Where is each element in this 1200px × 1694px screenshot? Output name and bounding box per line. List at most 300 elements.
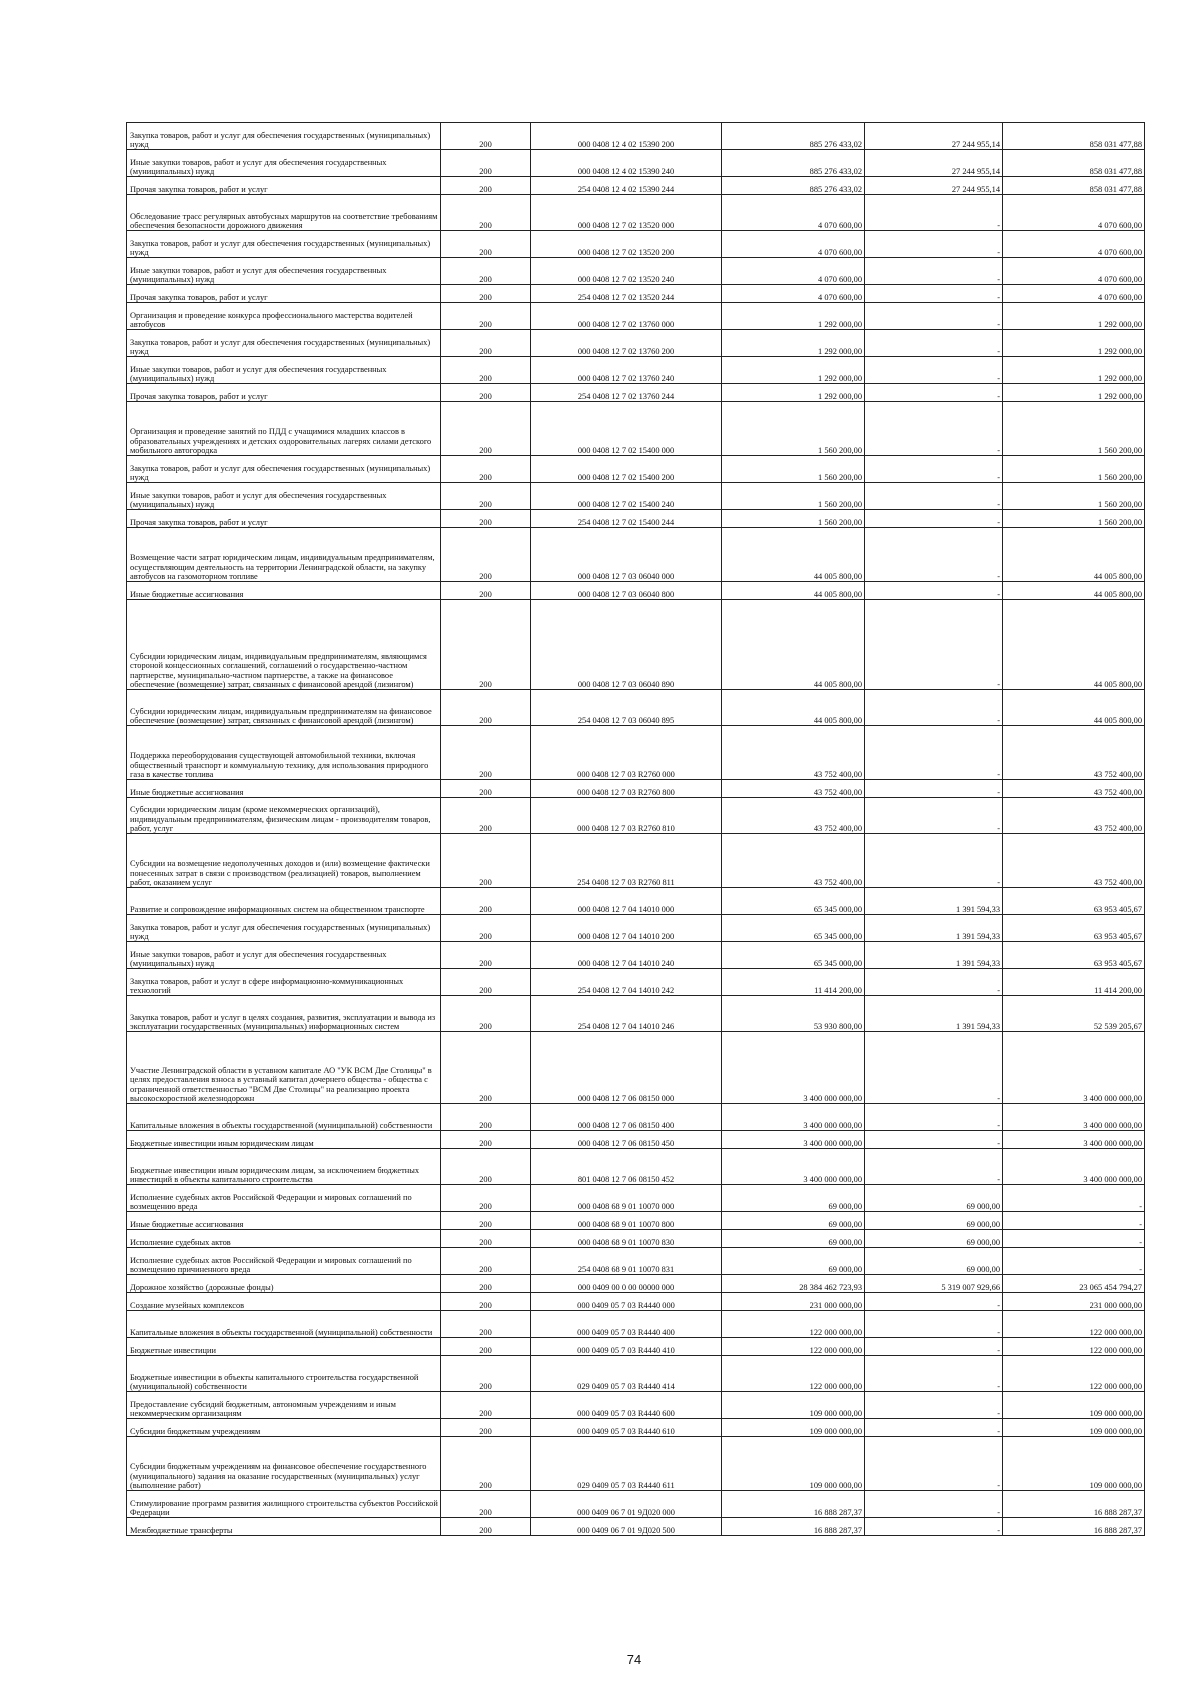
- row-approved-amount: 65 345 000,00: [722, 888, 865, 915]
- row-executed-amount: 27 244 955,14: [865, 150, 1003, 177]
- row-name: Возмещение части затрат юридическим лицам, индивидуальным предпринимателям, осуществляющим деятельность на территории Ленинградской области, на закупку автобусов на газомоторном топливе: [127, 528, 441, 582]
- row-line-code: 200: [441, 969, 531, 996]
- row-line-code: 200: [441, 258, 531, 285]
- row-line-code: 200: [441, 1104, 531, 1131]
- table-row: [127, 1185, 1145, 1212]
- row-budget-code: 000 0408 12 4 02 15390 200: [531, 123, 722, 150]
- row-line-code: 200: [441, 1311, 531, 1338]
- row-name: Субсидии бюджетным учреждениям: [127, 1419, 441, 1437]
- row-budget-code: 254 0408 12 7 04 14010 242: [531, 969, 722, 996]
- table-row: [127, 303, 1145, 330]
- row-line-code: 200: [441, 1032, 531, 1104]
- row-budget-code: 000 0408 68 9 01 10070 000: [531, 1185, 722, 1212]
- row-budget-code: 000 0408 12 4 02 15390 240: [531, 150, 722, 177]
- row-approved-amount: 231 000 000,00: [722, 1293, 865, 1311]
- row-executed-amount: -: [865, 285, 1003, 303]
- row-name: Иные закупки товаров, работ и услуг для обеспечения государственных (муниципальных) нужд: [127, 258, 441, 285]
- row-executed-amount: -: [865, 483, 1003, 510]
- row-line-code: 200: [441, 1149, 531, 1185]
- row-executed-amount: 1 391 594,33: [865, 996, 1003, 1032]
- row-name: Субсидии юридическим лицам, индивидуальным предпринимателям, являющимся стороной концессионных соглашений, соглашений о государственно-частном партнерстве, муниципально-частном партнерстве, а также на финансовое обеспечение (возмещение) затрат, связанных с финансовой арендой (лизингом): [127, 600, 441, 690]
- row-executed-amount: -: [865, 402, 1003, 456]
- row-executed-amount: -: [865, 1518, 1003, 1536]
- row-unexecuted-amount: 3 400 000 000,00: [1003, 1131, 1145, 1149]
- row-budget-code: 000 0408 12 7 02 13760 200: [531, 330, 722, 357]
- row-executed-amount: -: [865, 1131, 1003, 1149]
- row-executed-amount: -: [865, 690, 1003, 726]
- row-approved-amount: 4 070 600,00: [722, 258, 865, 285]
- row-budget-code: 000 0409 05 7 03 R4440 600: [531, 1392, 722, 1419]
- row-line-code: 200: [441, 834, 531, 888]
- row-unexecuted-amount: 44 005 800,00: [1003, 690, 1145, 726]
- row-executed-amount: 69 000,00: [865, 1212, 1003, 1230]
- row-name: Закупка товаров, работ и услуг в сфере информационно-коммуникационных технологий: [127, 969, 441, 996]
- table-row: [127, 1518, 1145, 1536]
- row-approved-amount: 122 000 000,00: [722, 1338, 865, 1356]
- row-budget-code: 000 0408 12 7 02 15400 200: [531, 456, 722, 483]
- row-budget-code: 000 0408 12 7 04 14010 000: [531, 888, 722, 915]
- row-unexecuted-amount: 43 752 400,00: [1003, 798, 1145, 834]
- table-row: [127, 1212, 1145, 1230]
- row-name: Закупка товаров, работ и услуг для обеспечения государственных (муниципальных) нужд: [127, 456, 441, 483]
- row-budget-code: 000 0409 05 7 03 R4440 400: [531, 1311, 722, 1338]
- row-name: Прочая закупка товаров, работ и услуг: [127, 177, 441, 195]
- row-name: Закупка товаров, работ и услуг для обеспечения государственных (муниципальных) нужд: [127, 123, 441, 150]
- row-unexecuted-amount: 44 005 800,00: [1003, 600, 1145, 690]
- row-approved-amount: 109 000 000,00: [722, 1437, 865, 1491]
- row-line-code: 200: [441, 528, 531, 582]
- row-approved-amount: 69 000,00: [722, 1248, 865, 1275]
- table-row: [127, 1275, 1145, 1293]
- row-unexecuted-amount: 63 953 405,67: [1003, 915, 1145, 942]
- row-approved-amount: 43 752 400,00: [722, 834, 865, 888]
- row-budget-code: 000 0408 68 9 01 10070 800: [531, 1212, 722, 1230]
- table-row: [127, 357, 1145, 384]
- row-executed-amount: -: [865, 510, 1003, 528]
- row-name: Закупка товаров, работ и услуг для обеспечения государственных (муниципальных) нужд: [127, 231, 441, 258]
- row-unexecuted-amount: 122 000 000,00: [1003, 1338, 1145, 1356]
- row-budget-code: 029 0409 05 7 03 R4440 611: [531, 1437, 722, 1491]
- row-line-code: 200: [441, 996, 531, 1032]
- row-budget-code: 254 0408 68 9 01 10070 831: [531, 1248, 722, 1275]
- row-budget-code: 000 0408 12 7 03 R2760 000: [531, 726, 722, 780]
- row-approved-amount: 44 005 800,00: [722, 690, 865, 726]
- row-budget-code: 000 0408 12 7 04 14010 200: [531, 915, 722, 942]
- row-executed-amount: 1 391 594,33: [865, 942, 1003, 969]
- row-name: Исполнение судебных актов Российской Федерации и мировых соглашений по возмещению вреда: [127, 1185, 441, 1212]
- row-line-code: 200: [441, 357, 531, 384]
- row-unexecuted-amount: 109 000 000,00: [1003, 1392, 1145, 1419]
- table-row: [127, 195, 1145, 231]
- table-row: [127, 402, 1145, 456]
- row-budget-code: 000 0408 12 7 03 06040 000: [531, 528, 722, 582]
- table-row: [127, 915, 1145, 942]
- row-approved-amount: 3 400 000 000,00: [722, 1032, 865, 1104]
- row-approved-amount: 109 000 000,00: [722, 1419, 865, 1437]
- row-unexecuted-amount: 11 414 200,00: [1003, 969, 1145, 996]
- row-approved-amount: 53 930 800,00: [722, 996, 865, 1032]
- row-name: Бюджетные инвестиции в объекты капитального строительства государственной (муниципальной) собственности: [127, 1356, 441, 1392]
- row-budget-code: 000 0408 12 7 02 15400 240: [531, 483, 722, 510]
- table-row: [127, 510, 1145, 528]
- row-line-code: 200: [441, 384, 531, 402]
- table-row: [127, 1149, 1145, 1185]
- row-unexecuted-amount: 4 070 600,00: [1003, 258, 1145, 285]
- row-unexecuted-amount: 1 560 200,00: [1003, 483, 1145, 510]
- row-executed-amount: -: [865, 1293, 1003, 1311]
- row-approved-amount: 1 560 200,00: [722, 483, 865, 510]
- row-approved-amount: 885 276 433,02: [722, 150, 865, 177]
- table-row: [127, 600, 1145, 690]
- row-executed-amount: -: [865, 1149, 1003, 1185]
- row-name: Иные закупки товаров, работ и услуг для обеспечения государственных (муниципальных) нужд: [127, 942, 441, 969]
- row-executed-amount: 1 391 594,33: [865, 915, 1003, 942]
- row-unexecuted-amount: -: [1003, 1230, 1145, 1248]
- table-row: [127, 798, 1145, 834]
- table-row: [127, 528, 1145, 582]
- row-name: Субсидии на возмещение недополученных доходов и (или) возмещение фактически понесенных затрат в связи с производством (реализацией) товаров, выполнением работ, оказанием услуг: [127, 834, 441, 888]
- row-line-code: 200: [441, 888, 531, 915]
- row-approved-amount: 43 752 400,00: [722, 780, 865, 798]
- row-line-code: 200: [441, 150, 531, 177]
- row-executed-amount: -: [865, 1392, 1003, 1419]
- row-line-code: 200: [441, 798, 531, 834]
- row-budget-code: 000 0408 68 9 01 10070 830: [531, 1230, 722, 1248]
- row-line-code: 200: [441, 285, 531, 303]
- row-unexecuted-amount: -: [1003, 1248, 1145, 1275]
- row-line-code: 200: [441, 1185, 531, 1212]
- row-approved-amount: 122 000 000,00: [722, 1311, 865, 1338]
- row-line-code: 200: [441, 510, 531, 528]
- row-line-code: 200: [441, 402, 531, 456]
- table-row: [127, 177, 1145, 195]
- row-budget-code: 000 0408 12 7 02 13520 240: [531, 258, 722, 285]
- row-line-code: 200: [441, 1230, 531, 1248]
- row-line-code: 200: [441, 177, 531, 195]
- row-budget-code: 000 0408 12 7 02 13760 000: [531, 303, 722, 330]
- row-unexecuted-amount: 63 953 405,67: [1003, 888, 1145, 915]
- row-approved-amount: 4 070 600,00: [722, 195, 865, 231]
- row-approved-amount: 43 752 400,00: [722, 726, 865, 780]
- row-line-code: 200: [441, 780, 531, 798]
- row-line-code: 200: [441, 1131, 531, 1149]
- table-row: [127, 1131, 1145, 1149]
- row-executed-amount: -: [865, 600, 1003, 690]
- row-name: Обследование трасс регулярных автобусных маршрутов на соответствие требованиям обеспечения безопасности дорожного движения: [127, 195, 441, 231]
- table-row: [127, 690, 1145, 726]
- row-budget-code: 000 0409 05 7 03 R4440 000: [531, 1293, 722, 1311]
- row-budget-code: 000 0408 12 7 06 08150 000: [531, 1032, 722, 1104]
- row-name: Субсидии бюджетным учреждениям на финансовое обеспечение государственного (муниципального) задания на оказание государственных (муниципальных) услуг (выполнение работ): [127, 1437, 441, 1491]
- table-row: [127, 1356, 1145, 1392]
- row-budget-code: 254 0408 12 7 03 06040 895: [531, 690, 722, 726]
- row-unexecuted-amount: 44 005 800,00: [1003, 528, 1145, 582]
- row-line-code: 200: [441, 1338, 531, 1356]
- row-name: Участие Ленинградской области в уставном капитале АО "УК ВСМ Две Столицы" в целях предоставления взноса в уставный капитал дочернего общества - общества с ограниченной ответственностью "ВСМ Две Столицы" на реализацию проекта высокоскоростной железнодорожн: [127, 1032, 441, 1104]
- row-budget-code: 254 0408 12 7 04 14010 246: [531, 996, 722, 1032]
- table-row: [127, 888, 1145, 915]
- row-name: Предоставление субсидий бюджетным, автономным учреждениям и иным некоммерческим организациям: [127, 1392, 441, 1419]
- row-unexecuted-amount: 43 752 400,00: [1003, 780, 1145, 798]
- row-name: Капитальные вложения в объекты государственной (муниципальной) собственности: [127, 1311, 441, 1338]
- table-row: [127, 780, 1145, 798]
- row-budget-code: 000 0409 05 7 03 R4440 610: [531, 1419, 722, 1437]
- row-unexecuted-amount: 858 031 477,88: [1003, 123, 1145, 150]
- row-unexecuted-amount: 3 400 000 000,00: [1003, 1149, 1145, 1185]
- row-name: Иные бюджетные ассигнования: [127, 582, 441, 600]
- row-name: Закупка товаров, работ и услуг для обеспечения государственных (муниципальных) нужд: [127, 915, 441, 942]
- row-approved-amount: 122 000 000,00: [722, 1356, 865, 1392]
- row-name: Закупка товаров, работ и услуг в целях создания, развития, эксплуатации и вывода из эксплуатации государственных (муниципальных) информационных систем: [127, 996, 441, 1032]
- table-row: [127, 726, 1145, 780]
- row-unexecuted-amount: 4 070 600,00: [1003, 231, 1145, 258]
- row-line-code: 200: [441, 1419, 531, 1437]
- row-budget-code: 000 0408 12 7 03 06040 800: [531, 582, 722, 600]
- row-line-code: 200: [441, 1212, 531, 1230]
- row-budget-code: 000 0408 12 7 02 13520 200: [531, 231, 722, 258]
- row-approved-amount: 16 888 287,37: [722, 1518, 865, 1536]
- row-name: Дорожное хозяйство (дорожные фонды): [127, 1275, 441, 1293]
- row-executed-amount: -: [865, 303, 1003, 330]
- row-unexecuted-amount: -: [1003, 1185, 1145, 1212]
- row-approved-amount: 4 070 600,00: [722, 231, 865, 258]
- row-approved-amount: 1 292 000,00: [722, 303, 865, 330]
- row-unexecuted-amount: 109 000 000,00: [1003, 1437, 1145, 1491]
- row-name: Прочая закупка товаров, работ и услуг: [127, 510, 441, 528]
- row-executed-amount: -: [865, 357, 1003, 384]
- row-executed-amount: -: [865, 1491, 1003, 1518]
- row-unexecuted-amount: 1 292 000,00: [1003, 384, 1145, 402]
- row-approved-amount: 109 000 000,00: [722, 1392, 865, 1419]
- row-line-code: 200: [441, 915, 531, 942]
- row-line-code: 200: [441, 582, 531, 600]
- row-line-code: 200: [441, 231, 531, 258]
- row-budget-code: 000 0408 12 7 03 06040 890: [531, 600, 722, 690]
- row-executed-amount: 69 000,00: [865, 1248, 1003, 1275]
- row-budget-code: 000 0408 12 7 02 15400 000: [531, 402, 722, 456]
- row-budget-code: 000 0408 12 7 02 13520 000: [531, 195, 722, 231]
- row-line-code: 200: [441, 1392, 531, 1419]
- row-executed-amount: -: [865, 1338, 1003, 1356]
- row-name: Исполнение судебных актов Российской Федерации и мировых соглашений по возмещению причиненного вреда: [127, 1248, 441, 1275]
- row-unexecuted-amount: 1 560 200,00: [1003, 402, 1145, 456]
- row-executed-amount: -: [865, 834, 1003, 888]
- row-unexecuted-amount: 122 000 000,00: [1003, 1356, 1145, 1392]
- row-approved-amount: 28 384 462 723,93: [722, 1275, 865, 1293]
- table-row: [127, 330, 1145, 357]
- table-row: [127, 1311, 1145, 1338]
- row-unexecuted-amount: 122 000 000,00: [1003, 1311, 1145, 1338]
- row-name: Закупка товаров, работ и услуг для обеспечения государственных (муниципальных) нужд: [127, 330, 441, 357]
- row-line-code: 200: [441, 456, 531, 483]
- row-unexecuted-amount: 1 292 000,00: [1003, 357, 1145, 384]
- table-row: [127, 1293, 1145, 1311]
- row-budget-code: 000 0408 12 7 04 14010 240: [531, 942, 722, 969]
- row-budget-code: 801 0408 12 7 06 08150 452: [531, 1149, 722, 1185]
- row-line-code: 200: [441, 330, 531, 357]
- table-row: [127, 483, 1145, 510]
- row-executed-amount: -: [865, 1437, 1003, 1491]
- row-approved-amount: 65 345 000,00: [722, 915, 865, 942]
- table-row: [127, 1419, 1145, 1437]
- row-approved-amount: 69 000,00: [722, 1185, 865, 1212]
- row-line-code: 200: [441, 1437, 531, 1491]
- row-budget-code: 000 0408 12 7 06 08150 400: [531, 1104, 722, 1131]
- row-approved-amount: 3 400 000 000,00: [722, 1131, 865, 1149]
- table-row: [127, 1230, 1145, 1248]
- row-budget-code: 000 0409 05 7 03 R4440 410: [531, 1338, 722, 1356]
- row-budget-code: 254 0408 12 7 03 R2760 811: [531, 834, 722, 888]
- row-budget-code: 000 0409 06 7 01 9Д020 500: [531, 1518, 722, 1536]
- row-name: Субсидии юридическим лицам, индивидуальным предпринимателям на финансовое обеспечение (возмещение) затрат, связанных с финансовой арендой (лизингом): [127, 690, 441, 726]
- row-name: Межбюджетные трансферты: [127, 1518, 441, 1536]
- row-approved-amount: 4 070 600,00: [722, 285, 865, 303]
- row-approved-amount: 1 560 200,00: [722, 510, 865, 528]
- row-name: Иные закупки товаров, работ и услуг для обеспечения государственных (муниципальных) нужд: [127, 483, 441, 510]
- row-executed-amount: -: [865, 582, 1003, 600]
- row-unexecuted-amount: 4 070 600,00: [1003, 195, 1145, 231]
- row-approved-amount: 69 000,00: [722, 1212, 865, 1230]
- row-approved-amount: 44 005 800,00: [722, 582, 865, 600]
- row-name: Субсидии юридическим лицам (кроме некоммерческих организаций), индивидуальным предпринимателям, физическим лицам - производителям товаров, работ, услуг: [127, 798, 441, 834]
- row-line-code: 200: [441, 726, 531, 780]
- row-unexecuted-amount: 1 292 000,00: [1003, 303, 1145, 330]
- row-budget-code: 000 0408 12 7 02 13760 240: [531, 357, 722, 384]
- row-unexecuted-amount: 23 065 454 794,27: [1003, 1275, 1145, 1293]
- row-approved-amount: 885 276 433,02: [722, 123, 865, 150]
- table-row: [127, 1491, 1145, 1518]
- row-name: Исполнение судебных актов: [127, 1230, 441, 1248]
- row-line-code: 200: [441, 690, 531, 726]
- table-row: [127, 384, 1145, 402]
- row-executed-amount: -: [865, 195, 1003, 231]
- row-name: Организация и проведение занятий по ПДД с учащимися младших классов в образовательных учреждениях и детских оздоровительных лагерях силами детского мобильного автогородка: [127, 402, 441, 456]
- table-row: [127, 1032, 1145, 1104]
- row-name: Прочая закупка товаров, работ и услуг: [127, 384, 441, 402]
- row-unexecuted-amount: 1 560 200,00: [1003, 456, 1145, 483]
- row-approved-amount: 1 292 000,00: [722, 330, 865, 357]
- table-row: [127, 1338, 1145, 1356]
- row-line-code: 200: [441, 483, 531, 510]
- row-executed-amount: -: [865, 1311, 1003, 1338]
- row-budget-code: 029 0409 05 7 03 R4440 414: [531, 1356, 722, 1392]
- row-unexecuted-amount: 858 031 477,88: [1003, 150, 1145, 177]
- row-budget-code: 000 0408 12 7 03 R2760 810: [531, 798, 722, 834]
- row-line-code: 200: [441, 1275, 531, 1293]
- table-row: [127, 969, 1145, 996]
- row-budget-code: 000 0408 12 7 03 R2760 800: [531, 780, 722, 798]
- table-row: [127, 285, 1145, 303]
- row-approved-amount: 44 005 800,00: [722, 600, 865, 690]
- row-name: Организация и проведение конкурса профессионального мастерства водителей автобусов: [127, 303, 441, 330]
- row-executed-amount: 69 000,00: [865, 1185, 1003, 1212]
- row-budget-code: 000 0409 06 7 01 9Д020 000: [531, 1491, 722, 1518]
- row-approved-amount: 11 414 200,00: [722, 969, 865, 996]
- row-executed-amount: -: [865, 1032, 1003, 1104]
- row-executed-amount: 27 244 955,14: [865, 123, 1003, 150]
- row-budget-code: 000 0408 12 7 06 08150 450: [531, 1131, 722, 1149]
- row-approved-amount: 69 000,00: [722, 1230, 865, 1248]
- row-line-code: 200: [441, 303, 531, 330]
- row-approved-amount: 43 752 400,00: [722, 798, 865, 834]
- row-unexecuted-amount: 16 888 287,37: [1003, 1491, 1145, 1518]
- row-budget-code: 254 0408 12 7 02 15400 244: [531, 510, 722, 528]
- row-line-code: 200: [441, 123, 531, 150]
- row-executed-amount: -: [865, 969, 1003, 996]
- table-row: [127, 258, 1145, 285]
- row-approved-amount: 1 292 000,00: [722, 357, 865, 384]
- row-name: Иные закупки товаров, работ и услуг для обеспечения государственных (муниципальных) нужд: [127, 150, 441, 177]
- row-unexecuted-amount: 44 005 800,00: [1003, 582, 1145, 600]
- row-executed-amount: 1 391 594,33: [865, 888, 1003, 915]
- row-executed-amount: 69 000,00: [865, 1230, 1003, 1248]
- row-line-code: 200: [441, 1518, 531, 1536]
- row-executed-amount: -: [865, 231, 1003, 258]
- row-unexecuted-amount: -: [1003, 1212, 1145, 1230]
- row-approved-amount: 44 005 800,00: [722, 528, 865, 582]
- page-number: 74: [626, 1652, 642, 1667]
- row-unexecuted-amount: 3 400 000 000,00: [1003, 1104, 1145, 1131]
- row-unexecuted-amount: 4 070 600,00: [1003, 285, 1145, 303]
- row-name: Прочая закупка товаров, работ и услуг: [127, 285, 441, 303]
- table-row: [127, 150, 1145, 177]
- row-executed-amount: -: [865, 384, 1003, 402]
- row-name: Капитальные вложения в объекты государственной (муниципальной) собственности: [127, 1104, 441, 1131]
- row-approved-amount: 1 560 200,00: [722, 456, 865, 483]
- table-row: [127, 582, 1145, 600]
- table-row: [127, 456, 1145, 483]
- row-executed-amount: -: [865, 1104, 1003, 1131]
- row-name: Бюджетные инвестиции: [127, 1338, 441, 1356]
- row-line-code: 200: [441, 1248, 531, 1275]
- row-budget-code: 254 0408 12 7 02 13760 244: [531, 384, 722, 402]
- table-row: [127, 1248, 1145, 1275]
- row-name: Развитие и сопровождение информационных систем на общественном транспорте: [127, 888, 441, 915]
- row-executed-amount: -: [865, 780, 1003, 798]
- row-name: Иные бюджетные ассигнования: [127, 780, 441, 798]
- row-budget-code: 000 0409 00 0 00 00000 000: [531, 1275, 722, 1293]
- row-approved-amount: 3 400 000 000,00: [722, 1149, 865, 1185]
- row-budget-code: 254 0408 12 4 02 15390 244: [531, 177, 722, 195]
- row-line-code: 200: [441, 600, 531, 690]
- row-approved-amount: 3 400 000 000,00: [722, 1104, 865, 1131]
- table-row: [127, 231, 1145, 258]
- row-unexecuted-amount: 43 752 400,00: [1003, 834, 1145, 888]
- row-unexecuted-amount: 16 888 287,37: [1003, 1518, 1145, 1536]
- row-unexecuted-amount: 52 539 205,67: [1003, 996, 1145, 1032]
- row-unexecuted-amount: 63 953 405,67: [1003, 942, 1145, 969]
- row-name: Иные бюджетные ассигнования: [127, 1212, 441, 1230]
- row-executed-amount: 5 319 007 929,66: [865, 1275, 1003, 1293]
- row-executed-amount: -: [865, 1419, 1003, 1437]
- table-row: [127, 1392, 1145, 1419]
- table-row: [127, 1437, 1145, 1491]
- row-executed-amount: -: [865, 528, 1003, 582]
- row-approved-amount: 65 345 000,00: [722, 942, 865, 969]
- budget-execution-table: [126, 122, 1145, 1536]
- table-row: [127, 996, 1145, 1032]
- row-unexecuted-amount: 231 000 000,00: [1003, 1293, 1145, 1311]
- row-approved-amount: 1 292 000,00: [722, 384, 865, 402]
- row-executed-amount: -: [865, 456, 1003, 483]
- row-name: Создание музейных комплексов: [127, 1293, 441, 1311]
- row-executed-amount: -: [865, 726, 1003, 780]
- row-line-code: 200: [441, 1356, 531, 1392]
- row-unexecuted-amount: 43 752 400,00: [1003, 726, 1145, 780]
- row-approved-amount: 885 276 433,02: [722, 177, 865, 195]
- table-row: [127, 1104, 1145, 1131]
- row-unexecuted-amount: 1 560 200,00: [1003, 510, 1145, 528]
